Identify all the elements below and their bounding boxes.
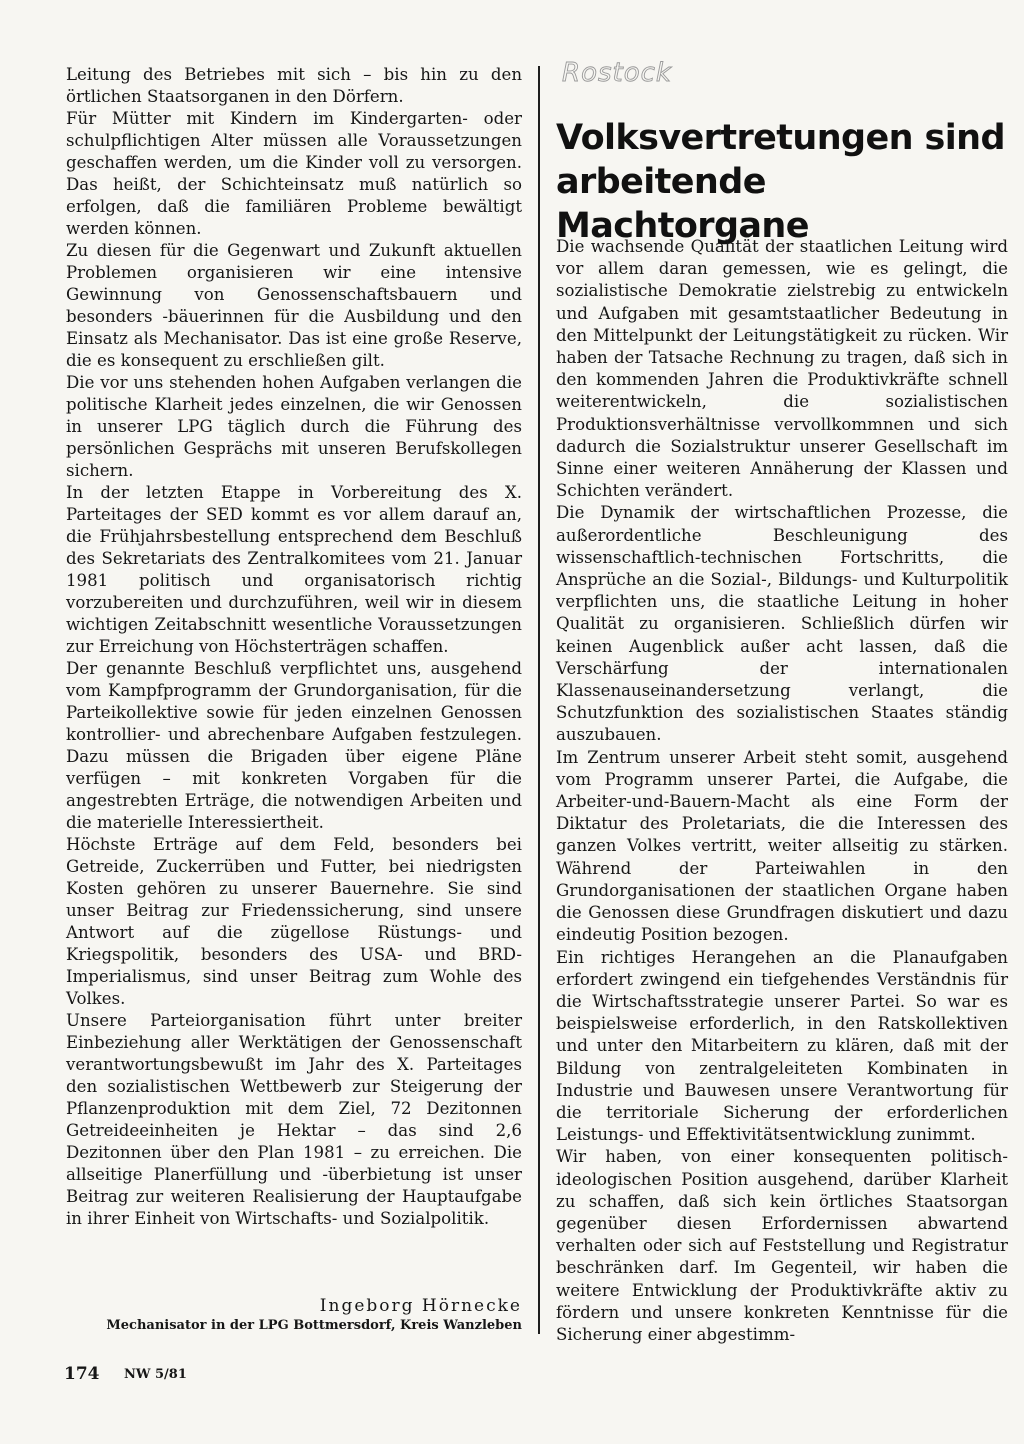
left-paragraph-1: Leitung des Betriebes mit sich – bis hin zu den örtlichen Staatsorganen in den Dörfern.	[66, 65, 522, 106]
column-divider	[538, 66, 540, 1334]
article-headline: Volksvertretungen sind arbeitende Machtorgane	[556, 118, 1005, 246]
section-kicker: Rostock	[562, 58, 672, 88]
left-paragraph-6: Der genannte Beschluß verpflichtet uns, ausgehend vom Kampfprogramm der Grundorganisation, für die Parteikollektive sowie für jeden einzelnen Genossen kontrollier- und abrechenbare Aufgaben festzulegen. Dazu müssen die Brigaden über eigene Pläne verfügen – mit konkreten Vorgaben für die angestrebten Erträge, die notwendigen Arbeiten und die materielle Interessiertheit.	[66, 659, 522, 832]
right-paragraph-3: Im Zentrum unserer Arbeit steht somit, ausgehend vom Programm unserer Partei, die Aufgabe, die Arbeiter-und-Bauern-Macht als eine Form der Diktatur des Proletariats, die die Interessen des ganzen Volkes vertritt, weiter allseitig zu stärken. Während der Parteiwahlen in den Grundorganisationen der staatlichen Organe haben die Genossen diese Grundfragen diskutiert und dazu eindeutig Position bezogen.	[556, 747, 1008, 945]
issue-label: NW 5/81	[124, 1367, 187, 1382]
left-column	[66, 64, 522, 1230]
left-paragraph-7: Höchste Erträge auf dem Feld, besonders bei Getreide, Zuckerrüben und Futter, bei niedrigsten Kosten gehören zu unserer Bauernehre. Sie sind unser Beitrag zur Friedenssicherung, sind unsere Antwort auf die zügellose Rüstungs- und Kriegspolitik, besonders des USA- und BRD-Imperialismus, sind unser Beitrag zum Wohle des Volkes.	[66, 835, 522, 1008]
left-paragraph-5: In der letzten Etappe in Vorbereitung des X. Parteitages der SED kommt es vor allem darauf an, die Frühjahrsbestellung entsprechend dem Beschluß des Sekretariats des Zentralkomitees vom 21. Januar 1981 politisch und organisatorisch richtig vorzubereiten und durchzuführen, weil wir in diesem wichtigen Zeitabschnitt wesentliche Voraussetzungen zur Erreichung von Höchsterträgen schaffen.	[66, 483, 522, 656]
right-paragraph-2: Die Dynamik der wirtschaftlichen Prozesse, die außerordentliche Beschleunigung des wissenschaftlich-technischen Fortschritts, die Ansprüche an die Sozial-, Bildungs- und Kulturpolitik verpflichten uns, die staatliche Leitung in hoher Qualität zu organisieren. Schließlich dürfen wir keinen Augenblick außer acht lassen, daß die Verschärfung der internationalen Klassenauseinandersetzung verlangt, die Schutzfunktion des sozialistischen Staates ständig auszubauen.	[556, 503, 1008, 745]
author-role: Mechanisator in der LPG Bottmersdorf, Kreis Wanzleben	[106, 1318, 522, 1333]
right-column	[556, 236, 1008, 1346]
right-paragraph-5: Wir haben, von einer konsequenten politisch-ideologischen Position ausgehend, darüber Klarheit zu schaffen, daß sich kein örtliches Staatsorgan gegenüber diesen Erfordernissen abwartend verhalten oder sich auf Feststellung und Registratur beschränken darf. Im Gegenteil, wir haben die weitere Entwicklung der Produktivkräfte aktiv zu fördern und unsere konkreten Kenntnisse für die Sicherung einer abgestimm-	[556, 1147, 1008, 1344]
left-paragraph-4: Die vor uns stehenden hohen Aufgaben verlangen die politische Klarheit jedes einzelnen, die wir Genossen in unserer LPG täglich durch die Führung des persönlichen Gesprächs mit unseren Berufskollegen sichern.	[66, 373, 522, 480]
right-paragraph-1: Die wachsende Qualität der staatlichen Leitung wird vor allem daran gemessen, wie es gelingt, die sozialistische Demokratie zielstrebig zu entwickeln und Aufgaben mit gesamtstaatlicher Bedeutung in den Mittelpunkt der Leitungstätigkeit zu rücken. Wir haben der Tatsache Rechnung zu tragen, daß sich in den kommenden Jahren die Produktivkräfte schnell weiterentwickeln, die sozialistischen Produktionsverhältnisse vervollkommnen und sich dadurch die Sozialstruktur unserer Gesellschaft im Sinne einer weiteren Annäherung der Klassen und Schichten verändert.	[556, 237, 1008, 501]
page-number: 174	[64, 1364, 100, 1384]
left-paragraph-2: Für Mütter mit Kindern im Kindergarten- oder schulpflichtigen Alter müssen alle Voraussetzungen geschaffen werden, um die Kinder voll zu versorgen. Das heißt, der Schichteinsatz muß natürlich so erfolgen, daß die familiären Probleme bewältigt werden können.	[66, 109, 522, 238]
left-paragraph-8: Unsere Parteiorganisation führt unter breiter Einbeziehung aller Werktätigen der Genossenschaft verantwortungsbewußt im Jahr des X. Parteitages den sozialistischen Wettbewerb zur Steigerung der Pflanzenproduktion mit dem Ziel, 72 Dezitonnen Getreideeinheiten je Hektar – das sind 2,6 Dezitonnen über den Plan 1981 – zu erreichen. Die allseitige Planerfüllung und -überbietung ist unser Beitrag zur weiteren Realisierung der Hauptaufgabe in ihrer Einheit von Wirtschafts- und Sozialpolitik.	[66, 1011, 522, 1228]
left-paragraph-3: Zu diesen für die Gegenwart und Zukunft aktuellen Problemen organisieren wir eine intensive Gewinnung von Genossenschaftsbauern und besonders -bäuerinnen für die Ausbildung und den Einsatz als Mechanisator. Das ist eine große Reserve, die es konsequent zu erschließen gilt.	[66, 241, 522, 370]
right-paragraph-4: Ein richtiges Herangehen an die Planaufgaben erfordert zwingend ein tiefgehendes Verständnis für die Wirtschaftsstrategie unserer Partei. So war es beispielsweise erforderlich, in den Ratskollektiven und unter den Mitarbeitern zu klären, daß mit der Bildung von zentralgeleiteten Kombinaten in Industrie und Bauwesen unsere Verantwortung für die territoriale Sicherung der erforderlichen Leistungs- und Effektivitätsentwicklung zunimmt.	[556, 947, 1008, 1145]
author-name: Ingeborg Hörnecke	[319, 1296, 522, 1316]
